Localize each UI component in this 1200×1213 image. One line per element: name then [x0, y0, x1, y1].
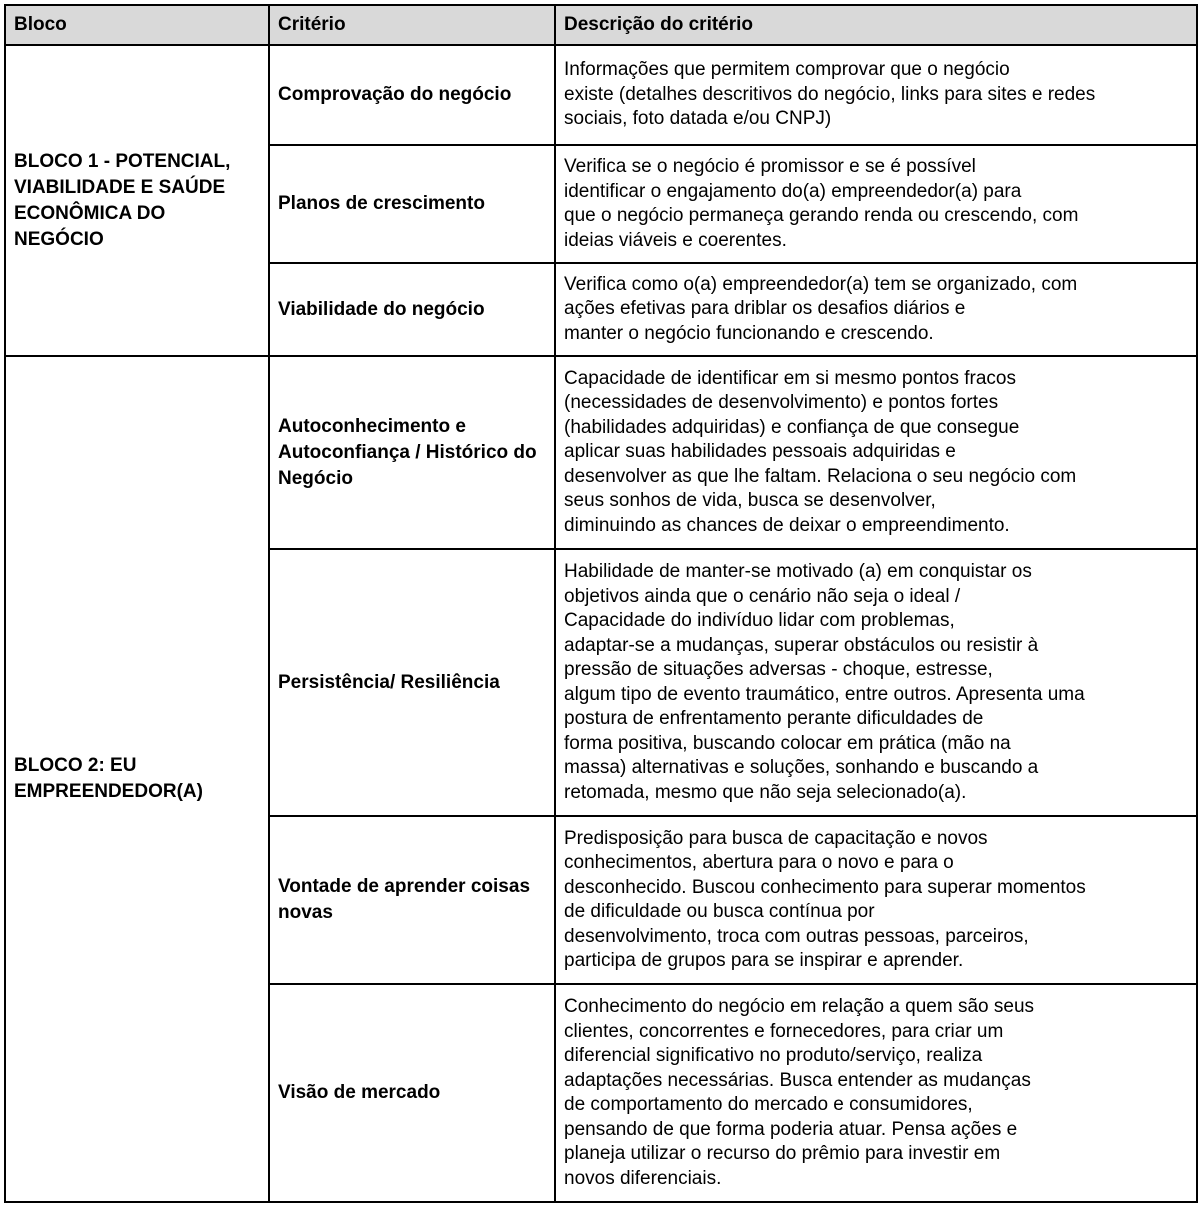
table-row	[5, 356, 1197, 549]
block-label-2: BLOCO 2: EU EMPREENDEDOR(A)	[5, 356, 269, 1202]
table-row	[5, 45, 1197, 145]
table-body	[5, 45, 1197, 1202]
criterion-name: Visão de mercado	[269, 984, 555, 1202]
criterion-name: Persistência/ Resiliência	[269, 549, 555, 816]
criterion-description: Predisposição para busca de capacitação e novos conhecimentos, abertura para o novo e para o desconhecido. Buscou conhecimento para superar momentos de dificuldade ou busca contínua por desenvolvimento, troca com outras pessoas, parceiros, participa de grupos para se inspirar e aprender.	[555, 816, 1197, 984]
criteria-table	[4, 4, 1198, 1203]
criterion-name: Comprovação do negócio	[269, 45, 555, 145]
table-header	[5, 5, 1197, 45]
column-header-descricao: Descrição do critério	[555, 5, 1197, 45]
criterion-description: Informações que permitem comprovar que o negócio existe (detalhes descritivos do negócio, links para sites e redes sociais, foto datada e/ou CNPJ)	[555, 45, 1197, 145]
header-row	[5, 5, 1197, 45]
criterion-description: Conhecimento do negócio em relação a quem são seus clientes, concorrentes e fornecedores, para criar um diferencial significativo no produto/serviço, realiza adaptações necessárias. Busca entender as mudanças de comportamento do mercado e consumidores, pensando de que forma poderia atuar. Pensa ações e planeja utilizar o recurso do prêmio para investir em novos diferenciais.	[555, 984, 1197, 1202]
criterion-description: Verifica como o(a) empreendedor(a) tem se organizado, com ações efetivas para driblar os desafios diários e manter o negócio funcionando e crescendo.	[555, 263, 1197, 356]
criterion-name: Viabilidade do negócio	[269, 263, 555, 356]
block-label-1: BLOCO 1 - POTENCIAL, VIABILIDADE E SAÚDE ECONÔMICA DO NEGÓCIO	[5, 45, 269, 356]
criterion-name: Autoconhecimento e Autoconfiança / Histórico do Negócio	[269, 356, 555, 549]
criterion-description: Verifica se o negócio é promissor e se é possível identificar o engajamento do(a) empreendedor(a) para que o negócio permaneça gerando renda ou crescendo, com ideias viáveis e coerentes.	[555, 145, 1197, 263]
criterion-description: Habilidade de manter-se motivado (a) em conquistar os objetivos ainda que o cenário não seja o ideal / Capacidade do indivíduo lidar com problemas, adaptar-se a mudanças, superar obstáculos ou resistir à pressão de situações adversas - choque, estresse, algum tipo de evento traumático, entre outros. Apresenta uma postura de enfrentamento perante dificuldades de forma positiva, buscando colocar em prática (mão na massa) alternativas e soluções, sonhando e buscando a retomada, mesmo que não seja selecionado(a).	[555, 549, 1197, 816]
criterion-name: Vontade de aprender coisas novas	[269, 816, 555, 984]
column-header-criterio: Critério	[269, 5, 555, 45]
criterion-name: Planos de crescimento	[269, 145, 555, 263]
criterion-description: Capacidade de identificar em si mesmo pontos fracos (necessidades de desenvolvimento) e pontos fortes (habilidades adquiridas) e confiança de que consegue aplicar suas habilidades pessoais adquiridas e desenvolver as que lhe faltam. Relaciona o seu negócio com seus sonhos de vida, busca se desenvolver, diminuindo as chances de deixar o empreendimento.	[555, 356, 1197, 549]
column-header-bloco: Bloco	[5, 5, 269, 45]
